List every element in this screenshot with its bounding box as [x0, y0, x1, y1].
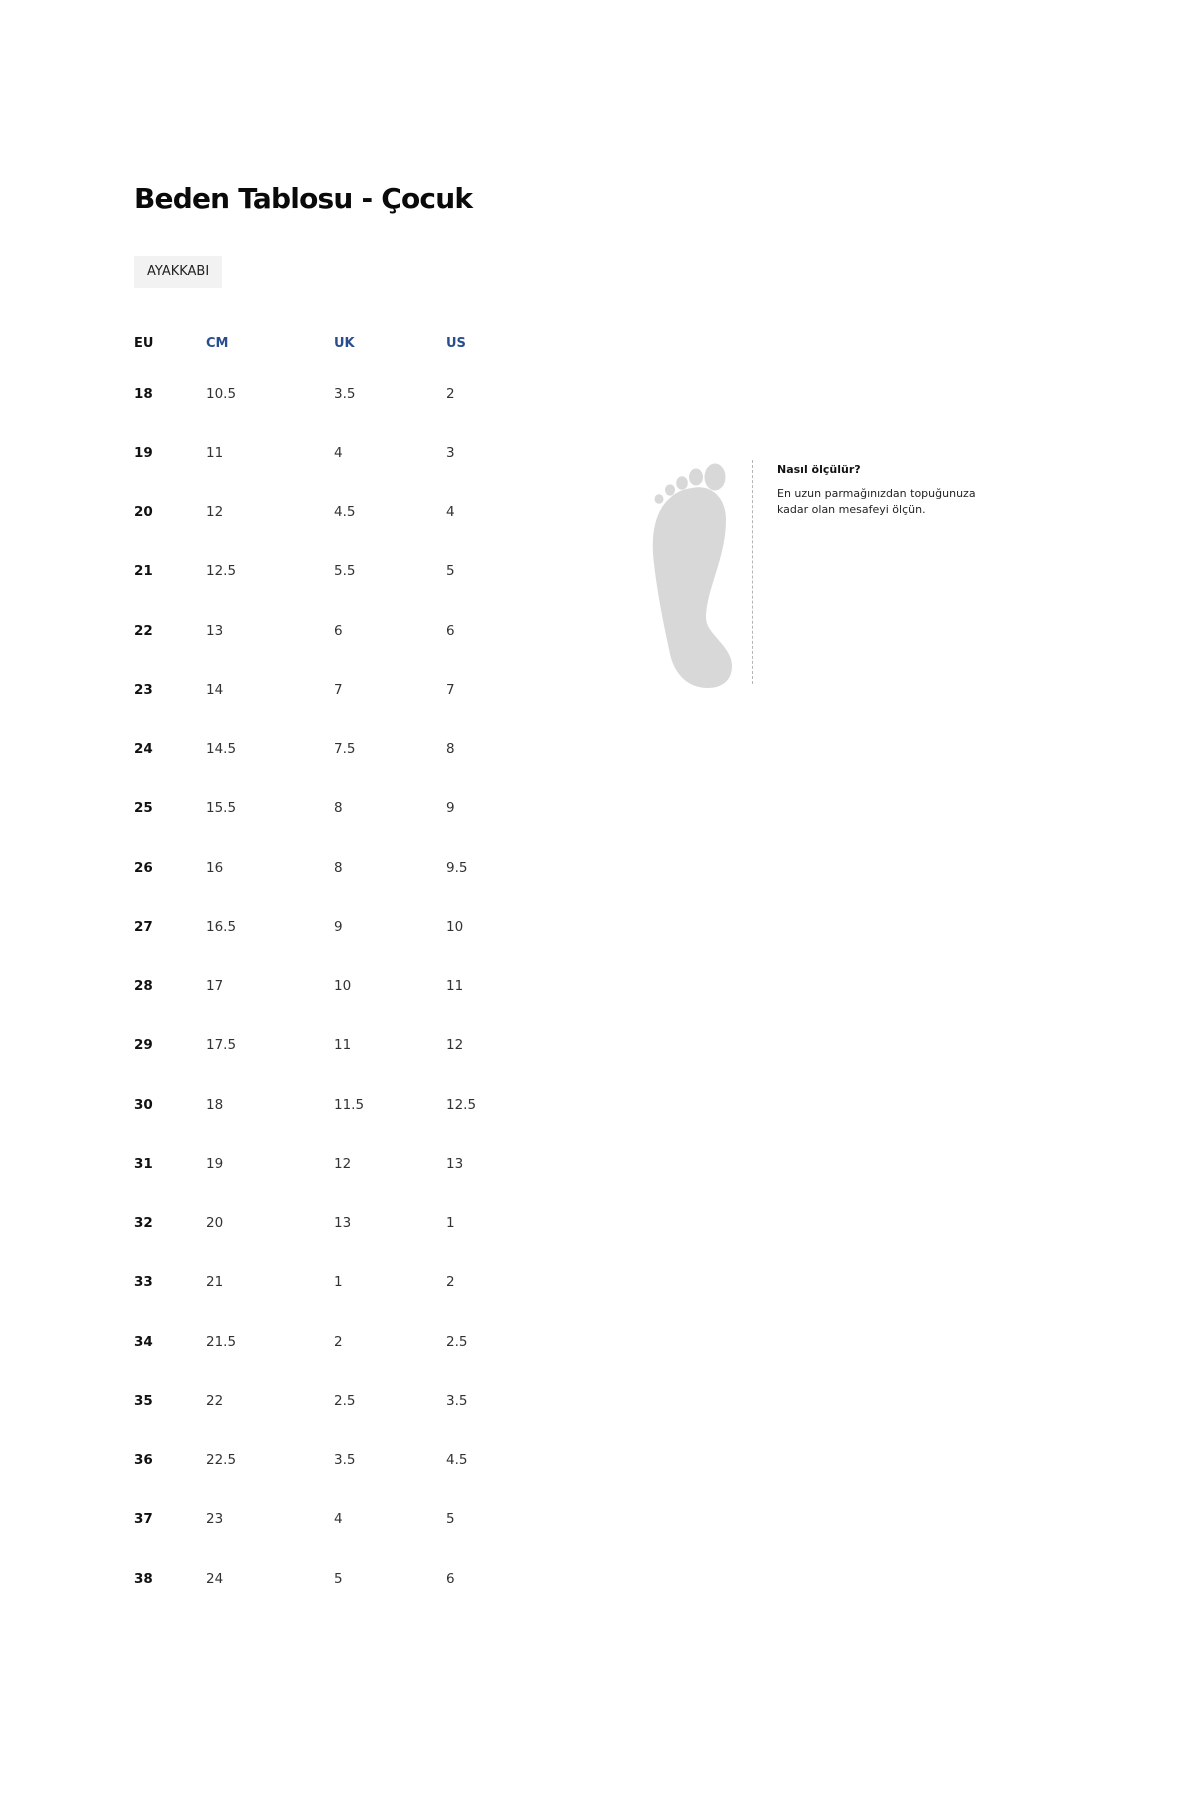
table-row: [134, 897, 526, 956]
cell-uk: 3.5: [334, 1452, 356, 1469]
page-title: Beden Tablosu - Çocuk: [134, 182, 473, 215]
cell-us: 12.5: [446, 1096, 477, 1113]
fourth-toe: [665, 484, 675, 495]
cell-us: 5: [446, 563, 455, 580]
cell-eu: 32: [134, 1215, 153, 1232]
table-row: [134, 1371, 526, 1430]
table-row: [134, 1312, 526, 1371]
cell-eu: 30: [134, 1096, 153, 1113]
tab-ayakkabi[interactable]: AYAKKABI: [134, 256, 222, 288]
measure-dashed-line: [752, 460, 753, 684]
cell-uk: 4: [334, 444, 343, 461]
cell-us: 7: [446, 681, 455, 698]
cell-cm: 20: [206, 1215, 224, 1232]
big-toe: [705, 464, 726, 491]
cell-us: 9.5: [446, 859, 468, 876]
cell-cm: 10.5: [206, 385, 237, 402]
cell-eu: 22: [134, 622, 153, 639]
table-row: [134, 1134, 526, 1193]
foot-sole: [653, 487, 732, 688]
footprint-icon: [640, 458, 736, 688]
cell-eu: 18: [134, 385, 153, 402]
table-row: [134, 1431, 526, 1490]
cell-us: 8: [446, 741, 455, 758]
cell-uk: 12: [334, 1155, 352, 1172]
cell-us: 5: [446, 1511, 455, 1528]
cell-eu: 31: [134, 1155, 153, 1172]
cell-cm: 22.5: [206, 1452, 237, 1469]
cell-us: 9: [446, 800, 455, 817]
cell-uk: 7.5: [334, 741, 356, 758]
table-row: [134, 1016, 526, 1075]
cell-uk: 13: [334, 1215, 352, 1232]
column-header-us: US: [446, 335, 466, 351]
table-row: [134, 957, 526, 1016]
cell-uk: 9: [334, 918, 343, 935]
cell-cm: 12: [206, 504, 224, 521]
cell-uk: 7: [334, 681, 343, 698]
cell-eu: 34: [134, 1333, 153, 1350]
cell-uk: 11: [334, 1037, 352, 1054]
table-row: [134, 423, 526, 482]
table-row: [134, 601, 526, 660]
table-row: [134, 1490, 526, 1549]
cell-uk: 8: [334, 800, 343, 817]
table-row: [134, 364, 526, 423]
size-table: [134, 322, 526, 1608]
cell-cm: 14.5: [206, 741, 237, 758]
cell-eu: 38: [134, 1570, 153, 1587]
cell-uk: 11.5: [334, 1096, 365, 1113]
table-row: [134, 1194, 526, 1253]
cell-eu: 27: [134, 918, 153, 935]
cell-cm: 23: [206, 1511, 224, 1528]
cell-uk: 10: [334, 978, 352, 995]
cell-eu: 26: [134, 859, 153, 876]
cell-cm: 15.5: [206, 800, 237, 817]
cell-cm: 18: [206, 1096, 224, 1113]
cell-eu: 19: [134, 444, 153, 461]
cell-cm: 11: [206, 444, 224, 461]
cell-us: 3.5: [446, 1392, 468, 1409]
cell-eu: 28: [134, 978, 153, 995]
table-row: [134, 720, 526, 779]
column-header-uk: UK: [334, 335, 355, 351]
cell-eu: 23: [134, 681, 153, 698]
cell-cm: 24: [206, 1570, 224, 1587]
cell-us: 4: [446, 504, 455, 521]
cell-eu: 24: [134, 741, 153, 758]
cell-us: 12: [446, 1037, 464, 1054]
cell-cm: 13: [206, 622, 224, 639]
table-row: [134, 1253, 526, 1312]
second-toe: [689, 469, 703, 486]
cell-eu: 36: [134, 1452, 153, 1469]
cell-us: 1: [446, 1215, 455, 1232]
third-toe: [676, 476, 688, 490]
cell-us: 6: [446, 1570, 455, 1587]
measure-guide-title: Nasıl ölçülür?: [777, 463, 861, 476]
cell-eu: 35: [134, 1392, 153, 1409]
cell-uk: 5.5: [334, 563, 356, 580]
cell-eu: 20: [134, 504, 153, 521]
cell-eu: 33: [134, 1274, 153, 1291]
cell-uk: 8: [334, 859, 343, 876]
cell-us: 4.5: [446, 1452, 468, 1469]
cell-cm: 22: [206, 1392, 224, 1409]
table-row: [134, 660, 526, 719]
table-row: [134, 779, 526, 838]
cell-uk: 1: [334, 1274, 343, 1291]
cell-cm: 16: [206, 859, 224, 876]
cell-us: 2.5: [446, 1333, 468, 1350]
cell-cm: 21: [206, 1274, 224, 1291]
cell-uk: 4.5: [334, 504, 356, 521]
cell-cm: 17.5: [206, 1037, 237, 1054]
cell-uk: 4: [334, 1511, 343, 1528]
cell-cm: 12.5: [206, 563, 237, 580]
cell-eu: 29: [134, 1037, 153, 1054]
cell-uk: 3.5: [334, 385, 356, 402]
measure-guide-text: En uzun parmağınızdan topuğunuza kadar olan mesafeyi ölçün.: [777, 487, 976, 516]
cell-uk: 5: [334, 1570, 343, 1587]
table-row: [134, 1549, 526, 1608]
table-row: [134, 483, 526, 542]
table-row: [134, 542, 526, 601]
cell-cm: 19: [206, 1155, 224, 1172]
cell-us: 2: [446, 1274, 455, 1291]
column-header-eu: EU: [134, 335, 154, 351]
table-header-row: [134, 322, 526, 364]
cell-us: 10: [446, 918, 464, 935]
cell-uk: 6: [334, 622, 343, 639]
cell-eu: 21: [134, 563, 153, 580]
cell-us: 13: [446, 1155, 464, 1172]
column-header-cm: CM: [206, 335, 229, 351]
cell-cm: 21.5: [206, 1333, 237, 1350]
cell-us: 11: [446, 978, 464, 995]
table-row: [134, 838, 526, 897]
table-row: [134, 1075, 526, 1134]
cell-uk: 2: [334, 1333, 343, 1350]
little-toe: [655, 494, 664, 504]
cell-eu: 37: [134, 1511, 153, 1528]
cell-cm: 16.5: [206, 918, 237, 935]
cell-cm: 17: [206, 978, 224, 995]
cell-eu: 25: [134, 800, 153, 817]
cell-us: 2: [446, 385, 455, 402]
cell-us: 3: [446, 444, 455, 461]
cell-uk: 2.5: [334, 1392, 356, 1409]
cell-cm: 14: [206, 681, 224, 698]
cell-us: 6: [446, 622, 455, 639]
